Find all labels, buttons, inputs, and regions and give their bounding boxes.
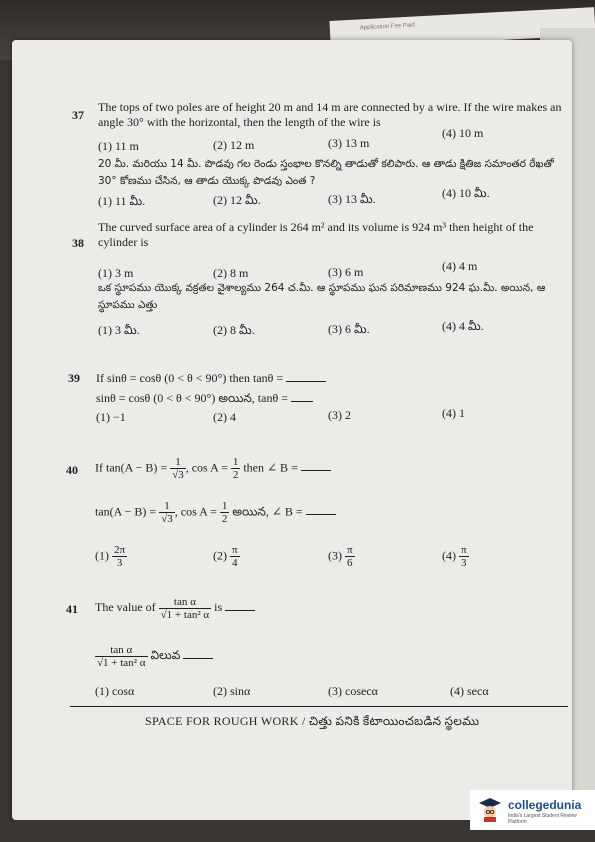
fraction — [112, 544, 127, 569]
option-te: (2) 8 మీ. — [213, 323, 255, 337]
option-label: (2) — [213, 548, 227, 563]
denominator: √3 — [172, 469, 184, 481]
question-expression: is — [214, 600, 223, 614]
option — [442, 544, 469, 569]
numerator: π — [232, 544, 238, 556]
option: (2) 12 m — [213, 138, 255, 152]
option — [213, 544, 240, 569]
answer-blank — [286, 371, 326, 382]
option-te: (4) 10 మీ. — [442, 186, 490, 200]
fraction — [459, 544, 469, 569]
strip-text: Application Fee Paid — [359, 22, 416, 32]
denominator: √1 + tan² α — [97, 656, 146, 669]
question-expression: The value of — [95, 600, 156, 614]
option: (4) secα — [450, 684, 489, 698]
question-text-en: The curved surface area of a cylinder is 264 m² and its volume is 924 m³ then height of the cylinder is — [98, 220, 534, 249]
option: (3) 13 m — [328, 136, 370, 150]
option-label: (1) — [95, 548, 109, 563]
denominator: 3 — [116, 557, 123, 569]
question-text-en — [95, 594, 255, 621]
option — [328, 544, 355, 569]
option: (2) 4 — [213, 410, 236, 424]
fraction — [230, 544, 240, 569]
option: (2) sinα — [213, 684, 251, 698]
option-label: (4) — [442, 548, 456, 563]
question-text-en: The tops of two poles are of height 20 m and 14 m are connected by a wire. If the wire makes an angle 30° with the horizontal, then the length of the wire is — [98, 100, 562, 129]
option-te: (4) 4 మీ. — [442, 319, 484, 333]
question-text-en — [95, 456, 331, 481]
question-number: 41 — [66, 602, 78, 616]
option: (1) −1 — [96, 410, 126, 424]
fraction — [345, 544, 355, 569]
question-number: 39 — [68, 371, 80, 385]
question-number: 40 — [66, 463, 78, 477]
question-expression: , cos A = — [185, 460, 228, 475]
question-text-te — [96, 391, 313, 406]
option: (4) 4 m — [442, 259, 478, 273]
fraction — [231, 456, 241, 481]
answer-blank — [183, 648, 213, 659]
option-label: (3) — [328, 548, 342, 563]
option: (4) 1 — [442, 406, 465, 420]
numerator: π — [461, 544, 467, 556]
question-expression: tan(A − B) = — [95, 504, 157, 519]
question-text-te: 20 మీ. మరియు 14 మీ. పొడవు గల రెండు స్తంభాల కొనల్ని తాడుతో కలిపారు. ఆ తాడు క్షితిజ సమాంతర రేఖతో 30° కోణము చేసిన, ఆ తాడు యొక్క పొడవు ఎంత ? — [98, 158, 554, 187]
numerator: tan α — [95, 644, 148, 657]
question-number: 37 — [72, 108, 84, 122]
graduate-icon — [478, 796, 502, 822]
numerator: 2π — [114, 544, 126, 556]
numerator: 1 — [221, 500, 228, 512]
question-text-en — [96, 371, 326, 386]
option: (3) cosecα — [328, 684, 378, 698]
denominator: 2 — [232, 469, 239, 481]
option: (3) 6 m — [328, 265, 364, 279]
option-te: (2) 12 మీ. — [213, 193, 261, 207]
denominator: √1 + tan² α — [160, 608, 210, 621]
fraction — [95, 644, 148, 669]
answer-blank — [291, 391, 313, 402]
fraction — [159, 596, 212, 621]
question-expression: then ∠ B = — [243, 460, 298, 475]
numerator: 1 — [159, 500, 175, 513]
option — [95, 544, 127, 569]
question-expression: అయిన, ∠ B = — [232, 504, 303, 519]
question-number: 38 — [72, 236, 84, 250]
option: (1) 3 m — [98, 266, 134, 280]
question-expression: If tan(A − B) = — [95, 460, 168, 475]
denominator: 6 — [347, 557, 353, 569]
numerator: π — [347, 544, 353, 556]
option: (1) cosα — [95, 684, 135, 698]
watermark-logo — [470, 790, 595, 830]
answer-blank — [301, 460, 331, 471]
question-expression: sinθ = cosθ (0 < θ < 90°) అయిన, tanθ = — [96, 391, 288, 405]
question-expression: If sinθ = cosθ (0 < θ < 90°) then tanθ = — [96, 371, 284, 385]
option-te: (3) 6 మీ. — [328, 322, 370, 336]
divider-line — [70, 706, 568, 707]
logo-tagline: India's Largest Student Review Platform — [508, 813, 577, 825]
option-te: (1) 11 మీ. — [98, 194, 146, 208]
denominator: √3 — [161, 513, 173, 525]
fraction — [170, 456, 186, 481]
option: (1) 11 m — [98, 139, 139, 153]
option: (3) 2 — [328, 408, 351, 422]
numerator: tan α — [159, 596, 212, 609]
denominator: 2 — [221, 513, 228, 525]
question-text-te — [95, 500, 336, 525]
option: (2) 8 m — [213, 266, 249, 280]
rough-work-label: SPACE FOR ROUGH WORK / చిత్తు పనికి కేటాయించబడిన స్థలము — [145, 714, 480, 728]
option-te: (1) 3 మీ. — [98, 323, 140, 337]
question-expression: విలువ — [150, 648, 181, 662]
numerator: 1 — [232, 456, 239, 468]
numerator: 1 — [170, 456, 186, 469]
logo-name: collegedunia — [508, 798, 582, 812]
fraction — [220, 500, 230, 525]
question-expression: , cos A = — [174, 504, 217, 519]
option: (4) 10 m — [442, 126, 484, 140]
denominator: 3 — [461, 557, 467, 569]
question-text-te — [95, 642, 213, 669]
option-te: (3) 13 మీ. — [328, 192, 376, 206]
fraction — [159, 500, 175, 525]
question-text-te: ఒక స్థూపము యొక్క వక్రతల వైశాల్యము 264 చ.మీ. ఆ స్థూపము ఘన పరిమాణము 924 ఘ.మీ. అయిన, ఆ స్థూపము ఎత్తు — [98, 282, 546, 311]
answer-blank — [306, 504, 336, 515]
answer-blank — [225, 600, 255, 611]
denominator: 4 — [232, 557, 238, 569]
